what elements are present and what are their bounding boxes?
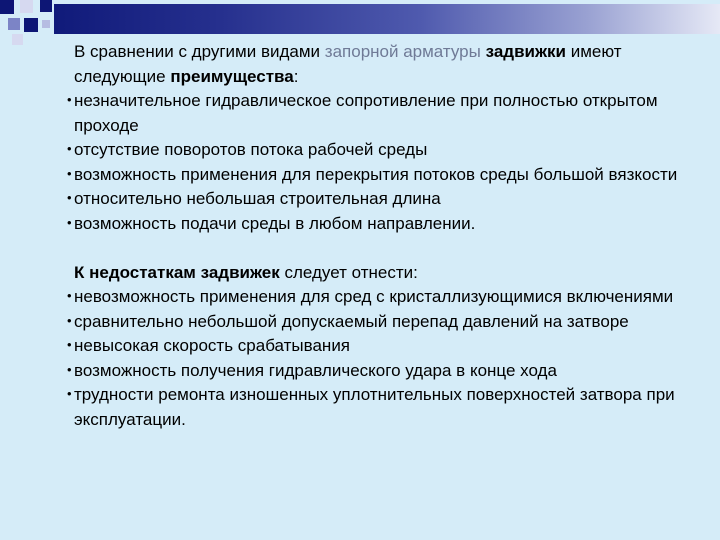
advantages-list <box>67 89 684 236</box>
bullet-icon: • <box>67 165 72 181</box>
bullet-icon: • <box>67 141 72 156</box>
list-item <box>67 89 684 138</box>
decor-square <box>24 18 38 32</box>
disadvantages-list <box>67 285 684 432</box>
list-item <box>67 285 684 310</box>
disadvantages-heading-bold: К недостаткам задвижек <box>74 262 280 282</box>
decor-square <box>40 0 52 12</box>
decor-square <box>42 20 50 28</box>
intro-paragraph <box>74 40 684 89</box>
list-item-text: сравнительно небольшой допускаемый перепад давлений на затворе <box>74 311 629 331</box>
list-item <box>67 187 684 212</box>
list-item <box>67 163 684 188</box>
bullet-icon: • <box>67 92 72 107</box>
bullet-icon: • <box>67 190 72 205</box>
decor-square <box>20 0 33 13</box>
list-item-text: возможность подачи среды в любом направлении. <box>74 213 476 233</box>
list-item-text: возможность применения для перекрытия потоков среды большой вязкости <box>74 164 678 184</box>
list-item-text: невозможность применения для сред с кристаллизующимися включениями <box>74 287 674 306</box>
bullet-icon: • <box>67 361 72 377</box>
decor-square <box>8 18 20 30</box>
decor-square <box>0 0 14 14</box>
bullet-icon: • <box>67 214 72 230</box>
disadvantages-heading <box>74 261 684 286</box>
list-item <box>67 383 684 432</box>
list-item <box>67 359 684 384</box>
intro-text: В сравнении с другими видами <box>74 42 325 61</box>
intro-subject: задвижки <box>485 42 566 61</box>
list-item-text: отсутствие поворотов потока рабочей среды <box>74 140 428 159</box>
list-item-text: незначительное гидравлическое сопротивление при полностью открытом проходе <box>74 91 658 135</box>
bullet-icon: • <box>67 312 72 328</box>
slide-text <box>67 40 684 432</box>
spacer <box>74 236 684 261</box>
intro-advantages-word: преимущества <box>170 66 294 86</box>
bullet-icon: • <box>67 337 72 352</box>
disadvantages-heading-rest: следует отнести: <box>279 262 418 282</box>
list-item <box>67 212 684 237</box>
list-item-text: возможность получения гидравлического удара в конце хода <box>74 360 557 380</box>
list-item-text: относительно небольшая строительная длина <box>74 189 441 208</box>
header-gradient-band <box>54 4 720 34</box>
list-item <box>67 138 684 163</box>
list-item <box>67 334 684 359</box>
list-item-text: невысокая скорость срабатывания <box>74 336 351 355</box>
intro-text-2: имеют следующие <box>74 42 622 86</box>
intro-accent-term: запорной арматуры <box>324 42 481 61</box>
list-item <box>67 310 684 335</box>
decor-square <box>12 34 23 45</box>
list-item-text: трудности ремонта изношенных уплотнительных поверхностей затвора при эксплуатации. <box>74 385 675 429</box>
intro-colon: : <box>293 66 299 86</box>
bullet-icon: • <box>67 288 72 303</box>
bullet-icon: • <box>67 386 72 401</box>
